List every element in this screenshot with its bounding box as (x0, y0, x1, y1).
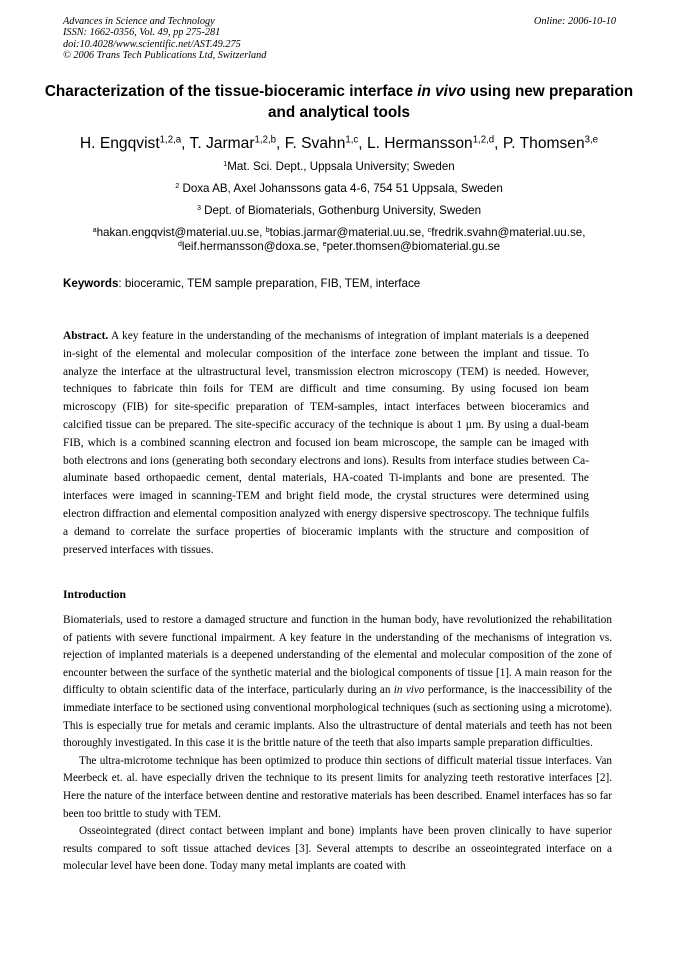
author: P. Thomsen$^{3,e}$ (502, 134, 599, 152)
issn-line: ISSN: 1662-0356, Vol. 49, pp 275-281 (63, 27, 221, 39)
paragraph: The ultra-microtome technique has been optimized to produce thin sections of difficult material tissue interfaces. Van Meerbeck et. al. have especially driven the technique to its present limits for analyzing teeth restorative interfaces [2]. Here the nature of the interface between dentine and restorative materials has been described. Enamel interfaces has so far been too brittle to study with TEM. (63, 754, 612, 820)
email-line: $^a$hakan.engqvist@material.uu.se, $^b$tobias.jarmar@material.uu.se, $^c$fredrik.svahn@material.uu.se, (92, 225, 586, 239)
abstract-label: Abstract. (63, 330, 109, 342)
author: F. Svahn$^{1,c}$, (284, 134, 367, 152)
online-date: Online: 2006-10-10 (533, 16, 616, 27)
email-line: $^d$leif.hermansson@doxa.se, $^e$peter.thomsen@biomaterial.gu.se (177, 239, 501, 253)
paper-title (40, 81, 638, 123)
paragraph: Biomaterials, used to restore a damaged structure and function in the human body, have revolutionized the rehabilitation of patients with severe functional impairment. A key feature in the understanding of the mechanisms of integration vs. rejection of implanted materials is a deepened understanding of the elemental and molecular composition of the zone of encounter between the surface of the synthetic material and the biological components of tissue [1]. A main reason for the difficulty to obtain scientific data of the interface, particularly during an in vivo performance, is the inaccessibility of the immediate interface to be sectioned using conventional morphological techniques (such as sectioning using a microtome). This is especially true for metals and ceramic implants. Also the ultrastructure of dental materials and teeth has not been thoroughly investigated. In this case it is the brittle nature of the teeth that also imparts sample preparation difficulties. (63, 614, 613, 750)
copyright-line: © 2006 Trans Tech Publications Ltd, Switzerland (63, 49, 267, 61)
keywords (63, 277, 420, 290)
affiliation: $^1$Mat. Sci. Dept., Uppsala University; Sweden (223, 159, 455, 173)
introduction-body (63, 612, 612, 876)
journal-header (63, 16, 266, 61)
author-list (30, 134, 648, 154)
abstract (63, 328, 589, 559)
keywords-text: : bioceramic, TEM sample preparation, FIB, TEM, interface (118, 277, 421, 290)
affiliation: $^2$ Doxa AB, Axel Johanssons gata 4-6, 754 51 Uppsala, Sweden (175, 181, 503, 195)
keywords-label: Keywords (63, 277, 119, 290)
journal-name: Advances in Science and Technology (63, 16, 215, 27)
author: T. Jarmar$^{1,2,b}$, (189, 134, 285, 152)
title-text-end: using new preparation and analytical tools (268, 83, 634, 121)
author: L. Hermansson$^{1,2,d}$, (366, 134, 503, 152)
title-italic: in vivo (417, 83, 466, 100)
paragraph: Osseointegrated (direct contact between implant and bone) implants have been proven clinically to have superior results compared to soft tissue attached devices [3]. Several attempts to describe an osseointegrated interface on a molecular level have been done. Today many metal implants are coated with (63, 825, 612, 873)
affiliation: $^3$ Dept. of Biomaterials, Gothenburg University, Sweden (196, 203, 482, 217)
author: H. Engqvist$^{1,2,a}$, (79, 134, 190, 152)
abstract-text: A key feature in the understanding of the mechanisms of integration of implant materials is a deepened in-sight of the elemental and molecular composition of the interface zone between the implant and tissue. To analyze the interface at the ultrastructural level, transmission electron microscopy (TEM) is needed. However, techniques to fabricate thin foils for TEM are difficult and time consuming. By using focused ion beam microscopy (FIB) for site-specific preparation of TEM-samples, intact interfaces between bioceramics and calcified tissue can be prepared. The site-specific accuracy of the technique is about 1 µm. By using a dual-beam FIB, which is a combined scanning electron and focused ion beam microscope, the sample can be imaged with both electrons and ions (generating both secondary electrons and ions). Results from interface studies between Ca-aluminate based orthopaedic cement, dental materials, HA-coated Ti-implants and bone are presented. The interfaces were imaged in scanning-TEM and bright field mode, the crystal structures were determined using electron diffraction and elemental composition analyzed with energy dispersive spectroscopy. The technique fulfils a demand to correlate the surface properties of bioceramic implants with the structure and composition of preserved interfaces with tissues. (63, 330, 589, 556)
title-text: Characterization of the tissue-bioceramic interface (44, 83, 418, 100)
section-heading: Introduction (63, 588, 126, 601)
doi-line: doi:10.4028/www.scientific.net/AST.49.275 (63, 38, 241, 50)
